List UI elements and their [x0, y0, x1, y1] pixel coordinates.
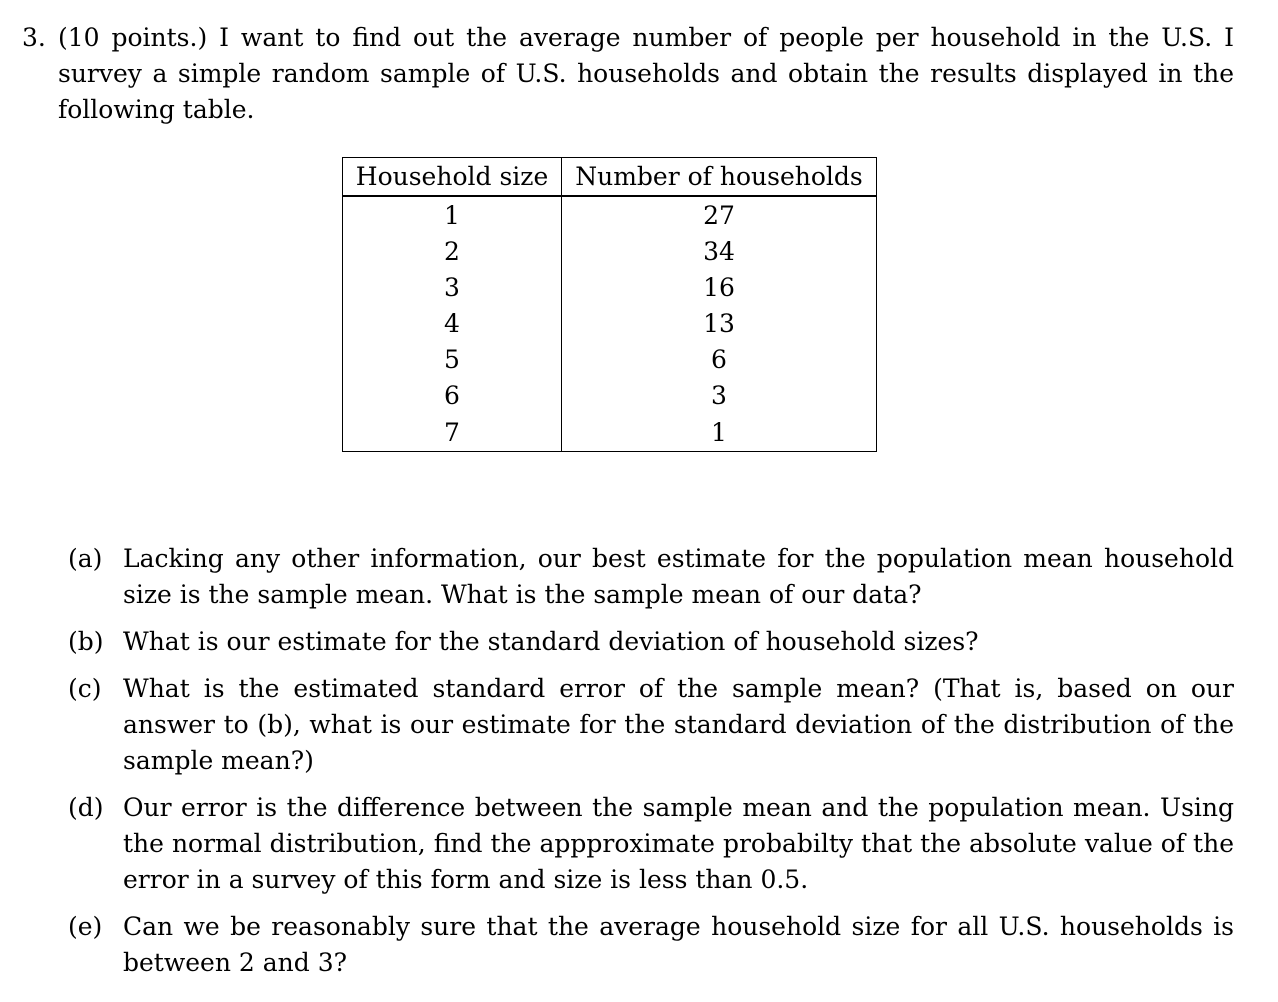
part-d	[68, 790, 1234, 898]
cell-number-of-households: 27	[562, 196, 877, 233]
part-a	[68, 541, 1234, 613]
part-e	[68, 909, 1234, 981]
cell-number-of-households: 16	[562, 269, 877, 305]
household-table-wrapper	[342, 157, 877, 452]
part-label: (a)	[68, 544, 103, 573]
cell-household-size: 7	[343, 413, 562, 452]
header-household-size: Household size	[343, 158, 562, 197]
part-text: Lacking any other information, our best estimate for the population mean household size is the sample mean. What is the sample mean of our data?	[123, 544, 1234, 609]
cell-household-size: 5	[343, 341, 562, 377]
part-b	[68, 624, 1234, 660]
question-parts	[68, 541, 1234, 992]
table-row	[343, 341, 877, 377]
cell-number-of-households: 1	[562, 413, 877, 452]
part-c	[68, 671, 1234, 779]
cell-number-of-households: 34	[562, 233, 877, 269]
problem-text: (10 points.) I want to find out the average number of people per household in the U.S. I survey a simple random sample of U.S. households and obtain the results displayed in the following table.	[58, 23, 1234, 124]
problem-number: 3.	[22, 23, 46, 52]
cell-household-size: 6	[343, 377, 562, 413]
cell-household-size: 1	[343, 196, 562, 233]
problem-statement	[22, 20, 1234, 128]
table-row	[343, 413, 877, 452]
table-row	[343, 196, 877, 233]
cell-household-size: 3	[343, 269, 562, 305]
part-label: (d)	[68, 793, 104, 822]
cell-household-size: 2	[343, 233, 562, 269]
part-text: What is our estimate for the standard deviation of household sizes?	[123, 627, 979, 656]
table-row	[343, 269, 877, 305]
part-text: Can we be reasonably sure that the average household size for all U.S. households is between 2 and 3?	[123, 912, 1234, 977]
part-text: Our error is the difference between the sample mean and the population mean. Using the normal distribution, find the appproximate probabilty that the absolute value of the error in a survey of this form and size is less than 0.5.	[123, 793, 1234, 894]
cell-household-size: 4	[343, 305, 562, 341]
part-text: What is the estimated standard error of the sample mean? (That is, based on our answer to (b), what is our estimate for the standard deviation of the distribution of the sample mean?)	[123, 674, 1234, 775]
cell-number-of-households: 6	[562, 341, 877, 377]
cell-number-of-households: 13	[562, 305, 877, 341]
part-label: (e)	[68, 912, 103, 941]
household-table	[342, 157, 877, 452]
table-row	[343, 305, 877, 341]
table-row	[343, 233, 877, 269]
part-label: (b)	[68, 627, 104, 656]
part-label: (c)	[68, 674, 102, 703]
cell-number-of-households: 3	[562, 377, 877, 413]
header-number-of-households: Number of households	[562, 158, 877, 197]
table-header-row	[343, 158, 877, 197]
table-row	[343, 377, 877, 413]
